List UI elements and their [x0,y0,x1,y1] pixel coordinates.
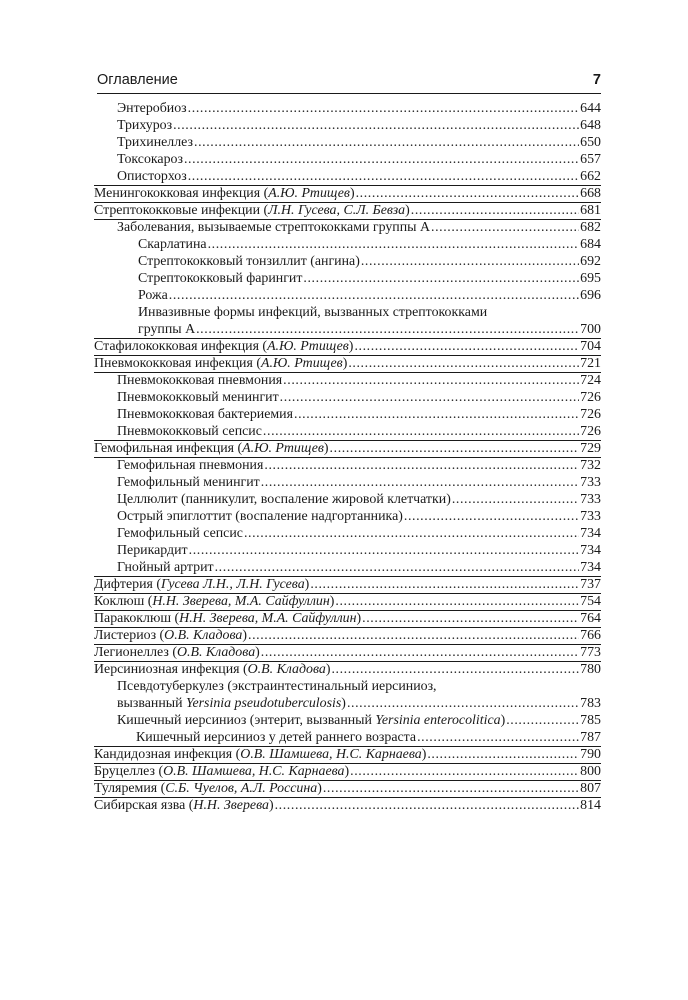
toc-entry[interactable]: Трихуроз ..... 648 [94,117,601,134]
page-number: 754 [580,594,601,609]
toc-entry-line[interactable]: Инвазивные формы инфекций, вызванных стрептококками [138,305,488,320]
dot-leader [184,151,579,168]
toc-chapter[interactable]: Листериоз (О.В. Кладова) ..... 766 [94,627,601,644]
authors: Н.Н. Зверева [193,798,269,813]
dot-leader [196,321,579,338]
dot-leader [188,168,579,185]
toc-entry[interactable]: Кишечный иерсиниоз (энтерит, вызванный Yersinia enterocolitica) ..... 785 [94,712,601,729]
toc-entry[interactable]: Гемофильный менингит ..... 733 [94,474,601,491]
authors: О.В. Кладова [247,662,326,677]
dot-leader [431,219,579,236]
dot-leader [275,797,580,814]
dot-leader [261,644,579,661]
page-number: 726 [580,390,601,405]
page-number: 729 [580,441,601,456]
header-page-number: 7 [592,72,601,88]
toc-chapter[interactable]: Иерсиниозная инфекция (О.В. Кладова) ..... 780 [94,661,601,678]
page-number: 668 [580,186,601,201]
page-number: 790 [580,747,601,762]
toc-entry[interactable]: вызванный Yersinia pseudotuberculosis) ..... 783 [94,695,601,712]
toc-entry[interactable]: Гнойный артрит ..... 734 [94,559,601,576]
page-number: 737 [580,577,601,592]
page-number: 724 [580,373,601,388]
dot-leader [189,542,580,559]
page-number: 732 [580,458,601,473]
header-title: Оглавление [97,72,178,88]
dot-leader [427,746,579,763]
dot-leader [264,457,579,474]
authors: О.В. Шамшева, Н.С. Карнаева [240,747,422,762]
toc-entry[interactable]: Трихинеллез ..... 650 [94,134,601,151]
toc-chapter[interactable]: Бруцеллез (О.В. Шамшева, Н.С. Карнаева) ..... 800 [94,763,601,780]
toc-entry[interactable]: Рожа ..... 696 [94,287,601,304]
page-number: 783 [580,696,601,711]
dot-leader [283,372,579,389]
toc-chapter[interactable]: Стрептококковые инфекции (Л.Н. Гусева, С.Л. Бевза) ..... 681 [94,202,601,219]
page-number: 657 [580,152,601,167]
latin-name: Yersinia enterocolitica [375,713,501,728]
page-number: 734 [580,543,601,558]
authors: О.В. Кладова [164,628,243,643]
page-number: 734 [580,526,601,541]
toc-chapter[interactable]: Менингококковая инфекция (А.Ю. Ртищев) ..... 668 [94,185,601,202]
toc-chapter[interactable]: Пневмококковая инфекция (А.Ю. Ртищев) ..... 721 [94,355,601,372]
dot-leader [404,508,579,525]
toc-entry[interactable]: Гемофильная пневмония ..... 732 [94,457,601,474]
authors: А.Ю. Ртищев [260,356,343,371]
dot-leader [350,763,579,780]
toc-chapter[interactable]: Кандидозная инфекция (О.В. Шамшева, Н.С. Карнаева) ..... 790 [94,746,601,763]
toc-entry-line[interactable]: Псевдотуберкулез (экстраинтестинальный иерсиниоз, [117,679,437,694]
dot-leader [280,389,579,406]
page-number: 800 [580,764,601,779]
page-number: 780 [580,662,601,677]
dot-leader [356,185,580,202]
toc-chapter[interactable]: Туляремия (С.Б. Чуелов, А.Л. Россина) ..... 807 [94,780,601,797]
dot-leader [506,712,579,729]
authors: Н.Н. Зверева, М.А. Сайфуллин [179,611,357,626]
toc-chapter[interactable]: Коклюш (Н.Н. Зверева, М.А. Сайфуллин) ..... 754 [94,593,601,610]
toc-entry[interactable]: Острый эпиглоттит (воспаление надгортанника) ..... 733 [94,508,601,525]
dot-leader [310,576,579,593]
page-number: 682 [580,220,601,235]
page-number: 814 [580,798,601,813]
dot-leader [173,117,579,134]
toc-entry[interactable]: Пневмококковая бактериемия ..... 726 [94,406,601,423]
authors: Н.Н. Зверева, М.А. Сайфуллин [152,594,330,609]
dot-leader [330,440,580,457]
toc-entry[interactable]: Пневмококковый сепсис ..... 726 [94,423,601,440]
dot-leader [263,423,579,440]
authors: Л.Н. Гусева, С.Л. Бевза [268,203,406,218]
page-number: 787 [580,730,601,745]
toc-chapter[interactable]: Паракоклюш (Н.Н. Зверева, М.А. Сайфуллин) ..... 764 [94,610,601,627]
dot-leader [215,559,580,576]
dot-leader [348,355,579,372]
page-number: 650 [580,135,601,150]
dot-leader [188,100,579,117]
toc-entry[interactable]: Пневмококковый менингит ..... 726 [94,389,601,406]
dot-leader [347,695,579,712]
toc-entry[interactable]: Скарлатина ..... 684 [94,236,601,253]
dot-leader [194,134,579,151]
dot-leader [362,610,579,627]
latin-name: Yersinia pseudotuberculosis [186,696,342,711]
toc-chapter[interactable]: Легионеллез (О.В. Кладова) ..... 773 [94,644,601,661]
authors: А.Ю. Ртищев [268,186,350,201]
authors: О.В. Шамшева, Н.С. Карнаева [163,764,345,779]
toc-entry[interactable]: группы А ..... 700 [94,321,601,338]
page-number: 764 [580,611,601,626]
toc-entry[interactable]: Целлюлит (панникулит, воспаление жировой клетчатки) ..... 733 [94,491,601,508]
page-number: 726 [580,407,601,422]
page-number: 684 [580,237,601,252]
toc-entry[interactable]: Энтеробиоз ..... 644 [94,100,601,117]
dot-leader [294,406,579,423]
page-number: 648 [580,118,601,133]
page-number: 695 [580,271,601,286]
page-number: 807 [580,781,601,796]
authors: А.Ю. Ртищев [242,441,324,456]
toc-entry[interactable]: Токсокароз ..... 657 [94,151,601,168]
page-number: 700 [580,322,601,337]
dot-leader [361,253,579,270]
page-number: 766 [580,628,601,643]
running-header [97,72,601,92]
authors: С.Б. Чуелов, А.Л. Россина [165,781,318,796]
toc-entry[interactable]: Кишечный иерсиниоз у детей раннего возраста ..... 787 [94,729,601,746]
dot-leader [248,627,579,644]
table-of-contents [94,100,601,814]
page-number: 692 [580,254,601,269]
dot-leader [411,202,579,219]
page-number: 681 [580,203,601,218]
toc-chapter[interactable]: Стафилококковая инфекция (А.Ю. Ртищев) ..... 704 [94,338,601,355]
toc-entry[interactable]: Пневмококковая пневмония ..... 724 [94,372,601,389]
toc-chapter[interactable]: Сибирская язва (Н.Н. Зверева) ..... 814 [94,797,601,814]
page-number: 785 [580,713,601,728]
dot-leader [303,270,579,287]
toc-entry[interactable]: Перикардит ..... 734 [94,542,601,559]
dot-leader [354,338,579,355]
authors: Гусева Л.Н., Л.Н. Гусева [161,577,305,592]
page-number: 644 [580,101,601,116]
dot-leader [169,287,579,304]
page-number: 734 [580,560,601,575]
toc-entry[interactable]: Заболевания, вызываемые стрептококками группы А ..... 682 [94,219,601,236]
dot-leader [208,236,580,253]
toc-entry[interactable]: Описторхоз ..... 662 [94,168,601,185]
toc-entry[interactable]: Стрептококковый фарингит ..... 695 [94,270,601,287]
dot-leader [244,525,579,542]
toc-entry[interactable]: Гемофильный сепсис ..... 734 [94,525,601,542]
page-number: 733 [580,492,601,507]
page-number: 733 [580,475,601,490]
page-number: 733 [580,509,601,524]
authors: О.В. Кладова [176,645,256,660]
dot-leader [323,780,579,797]
header-rule [97,93,601,94]
page-number: 704 [580,339,601,354]
authors: А.Ю. Ртищев [267,339,349,354]
page-number: 773 [580,645,601,660]
dot-leader [417,729,579,746]
dot-leader [335,593,579,610]
dot-leader [261,474,579,491]
dot-leader [452,491,579,508]
page-number: 721 [580,356,601,371]
toc-entry[interactable]: Стрептококковый тонзиллит (ангина) ..... 692 [94,253,601,270]
toc-chapter[interactable]: Гемофильная инфекция (А.Ю. Ртищев) ..... 729 [94,440,601,457]
page-number: 726 [580,424,601,439]
dot-leader [331,661,579,678]
page-number: 696 [580,288,601,303]
toc-chapter[interactable]: Дифтерия (Гусева Л.Н., Л.Н. Гусева) ..... 737 [94,576,601,593]
page-number: 662 [580,169,601,184]
